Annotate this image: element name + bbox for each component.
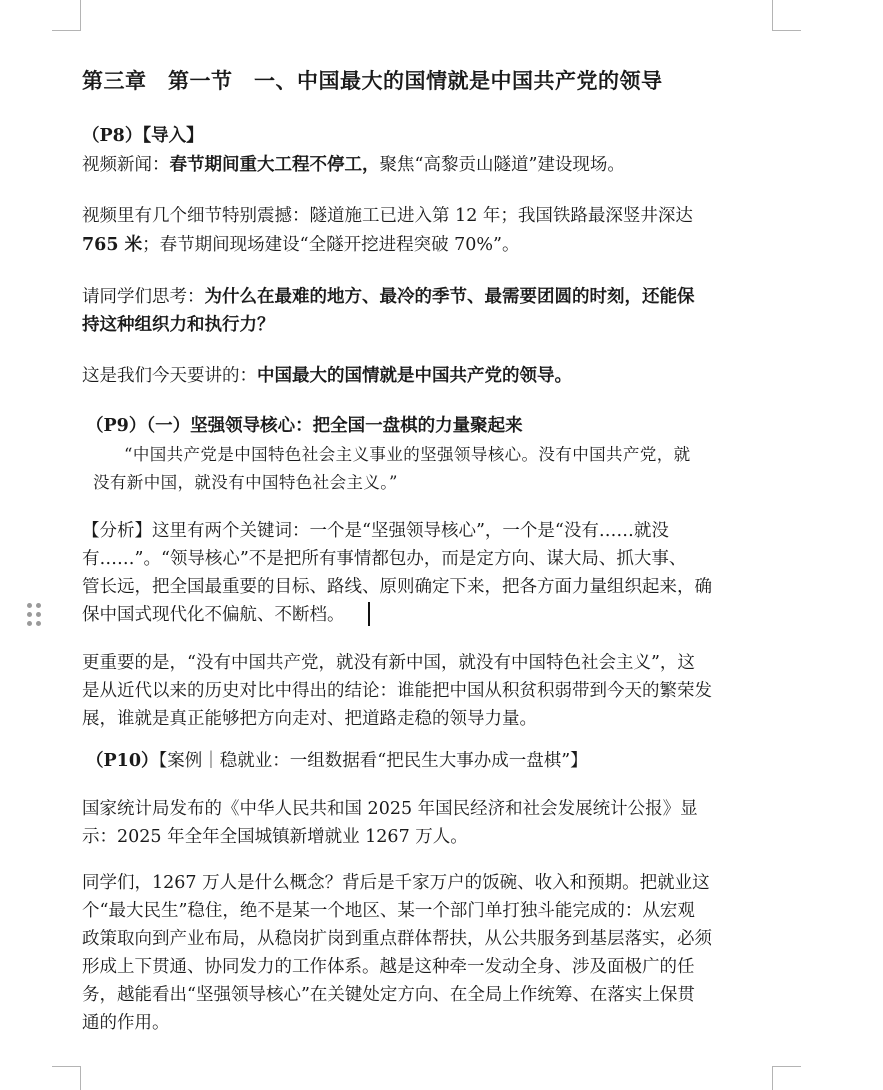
more-line-1: 更重要的是，“没有中国共产党，就没有新中国，就没有中国特色社会主义”，这 xyxy=(82,653,695,673)
text-cursor xyxy=(368,602,370,626)
news-bold: 春节期间重大工程不停工， xyxy=(169,155,380,175)
section2-tag-title: 【案例｜稳就业：一组数据看“把民生大事办成一盘棋”】 xyxy=(158,751,588,771)
intro-tag: （P8）【导入】 xyxy=(82,126,204,146)
detail-bold: 765 米 xyxy=(82,235,143,255)
think-bold-1: 为什么在最难的地方、最冷的季节、最需要团圆的时刻，还能保 xyxy=(204,287,695,307)
discussion-line-6: 通的作用。 xyxy=(82,1013,170,1033)
stats-line-1: 国家统计局发布的《中华人民共和国 2025 年国民经济和社会发展统计公报》显 xyxy=(82,799,698,819)
section2-tag-number: （P10） xyxy=(86,751,159,771)
think-line-1 xyxy=(82,284,695,310)
analysis-line-3: 管长远，把全国最重要的目标、路线、原则确定下来，把各方面力量组织起来，确 xyxy=(82,577,712,597)
news-paragraph xyxy=(82,152,625,178)
crop-mark-bottom-right-v xyxy=(772,1066,773,1090)
detail-line-1: 视频里有几个细节特别震撼：隧道施工已进入第 12 年；我国铁路最深竖井深达 xyxy=(82,206,693,226)
crop-mark-top-right-v xyxy=(772,0,773,30)
think-lead: 请同学们思考： xyxy=(82,287,205,307)
section2-tag xyxy=(86,748,588,774)
more-line-3: 展，谁就是真正能够把方向走对、把道路走稳的领导力量。 xyxy=(82,709,537,729)
quote-line-1: “中国共产党是中国特色社会主义事业的坚强领导核心。没有中国共产党，就 xyxy=(124,445,691,464)
block-drag-handle-icon[interactable] xyxy=(27,603,43,627)
discussion-line-3: 政策取向到产业布局，从稳岗扩岗到重点群体帮扶，从公共服务到基层落实，必须 xyxy=(82,929,712,949)
news-lead: 视频新闻： xyxy=(82,155,170,175)
quote-line-2: 没有新中国，就没有中国特色社会主义。” xyxy=(93,473,398,492)
discussion-line-5: 务，越能看出“坚强领导核心”在关键处定方向、在全局上作统筹、在落实上保贯 xyxy=(82,985,695,1005)
crop-mark-top-right-h xyxy=(772,30,801,31)
think-line-2: 持这种组织力和执行力？ xyxy=(82,315,275,335)
analysis-line-1: 【分析】这里有两个关键词：一个是“坚强领导核心”，一个是“没有……就没 xyxy=(82,521,669,541)
detail-tail: ；春节期间现场建设“全隧开挖进程突破 70%”。 xyxy=(142,235,520,255)
discussion-line-1: 同学们，1267 万人是什么概念？背后是千家万户的饭碗、收入和预期。把就业这 xyxy=(82,873,710,893)
crop-mark-bottom-left-h xyxy=(52,1066,81,1067)
chapter-heading: 第三章 第一节 一、中国最大的国情就是中国共产党的领导 xyxy=(82,68,663,93)
crop-mark-top-left-h xyxy=(52,30,81,31)
more-line-2: 是从近代以来的历史对比中得出的结论：谁能把中国从积贫积弱带到今天的繁荣发 xyxy=(82,681,712,701)
analysis-line-2: 有……”。“领导核心”不是把所有事情都包办，而是定方向、谋大局、抓大事、 xyxy=(82,549,687,569)
crop-mark-top-left-v xyxy=(80,0,81,30)
news-tail: 聚焦“高黎贡山隧道”建设现场。 xyxy=(379,155,625,175)
crop-mark-bottom-right-h xyxy=(772,1066,801,1067)
today-paragraph xyxy=(82,363,572,389)
today-lead: 这是我们今天要讲的： xyxy=(82,366,257,386)
today-bold: 中国最大的国情就是中国共产党的领导。 xyxy=(257,366,572,386)
stats-line-2: 示：2025 年全年全国城镇新增就业 1267 万人。 xyxy=(82,827,468,847)
section1-tag: （P9）（一）坚强领导核心：把全国一盘棋的力量聚起来 xyxy=(86,416,523,436)
crop-mark-bottom-left-v xyxy=(80,1066,81,1090)
discussion-line-2: 个“最大民生”稳住，绝不是某一个地区、某一个部门单打独斗能完成的：从宏观 xyxy=(82,901,695,921)
discussion-line-4: 形成上下贯通、协同发力的工作体系。越是这种牵一发动全身、涉及面极广的任 xyxy=(82,957,695,977)
analysis-line-4: 保中国式现代化不偏航、不断档。 xyxy=(82,605,345,625)
detail-line-2 xyxy=(82,232,519,258)
